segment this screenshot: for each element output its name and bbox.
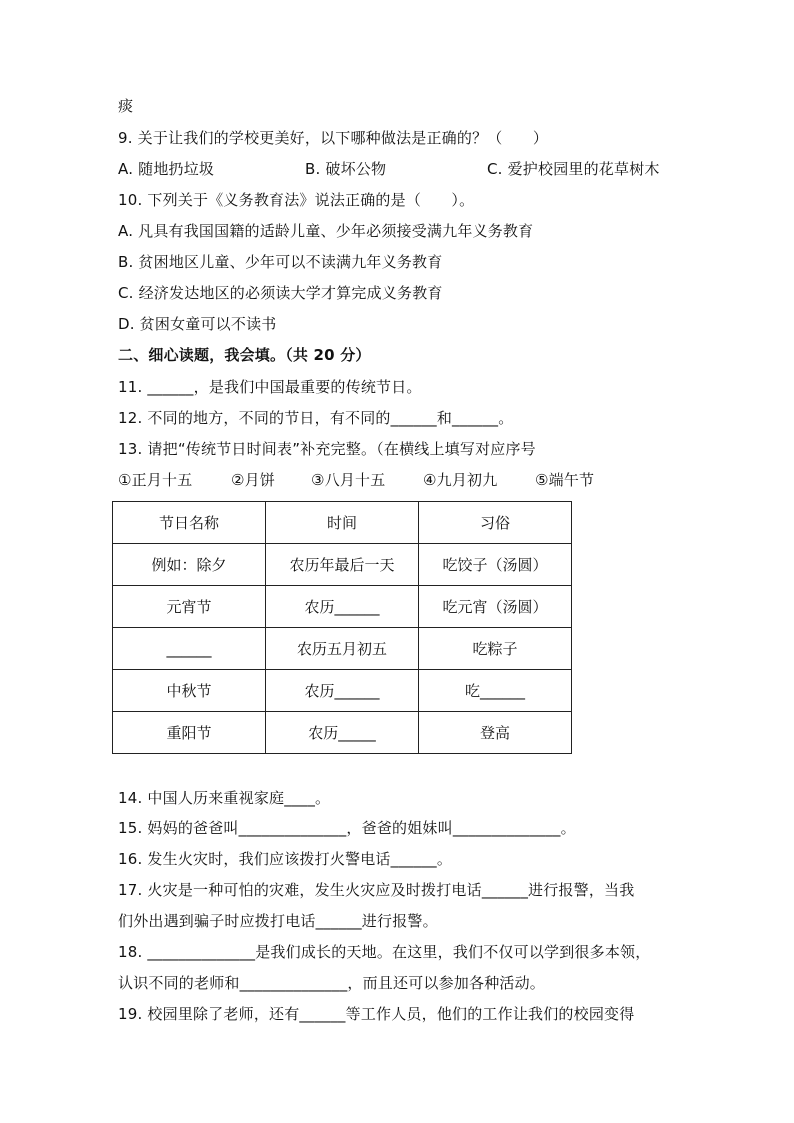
table-header: 时间: [266, 502, 419, 544]
question-9-option-b: B. 破坏公物: [305, 160, 387, 178]
question-9-options: [118, 159, 660, 179]
table-cell: 重阳节: [113, 712, 266, 754]
table-header: 习俗: [419, 502, 572, 544]
table-row: [113, 712, 572, 754]
table-header-row: [113, 502, 572, 544]
question-9: 9. 关于让我们的学校更美好，以下哪种做法是正确的？（ ）: [118, 129, 549, 147]
question-13-option-1: ①正月十五: [118, 471, 193, 489]
question-13-option-4: ④九月初九: [423, 471, 498, 489]
question-16: 16. 发生火灾时，我们应该拨打火警电话______。: [118, 850, 453, 868]
question-10: 10. 下列关于《义务教育法》说法正确的是（ ）。: [118, 191, 475, 209]
question-17-line-2: 们外出遇到骗子时应拨打电话______进行报警。: [118, 912, 438, 930]
question-13-options: [118, 470, 594, 490]
continued-text: 痰: [118, 97, 134, 115]
table-header: 节日名称: [113, 502, 266, 544]
section-heading: 二、细心读题，我会填。（共 20 分）: [118, 346, 371, 364]
question-19: 19. 校园里除了老师，还有______等工作人员，他们的工作让我们的校园变得: [118, 1005, 635, 1023]
festival-table: [112, 501, 572, 754]
table-cell: 元宵节: [113, 586, 266, 628]
table-cell: 农历______: [266, 586, 419, 628]
table-cell: 农历______: [266, 670, 419, 712]
question-17-line-1: 17. 火灾是一种可怕的灾难，发生火灾应及时拨打电话______进行报警，当我: [118, 881, 635, 899]
table-row: [113, 586, 572, 628]
question-10-option-a: A. 凡具有我国国籍的适龄儿童、少年必须接受满九年义务教育: [118, 222, 534, 240]
table-cell: 吃粽子: [419, 628, 572, 670]
question-9-option-a: A. 随地扔垃圾: [118, 160, 215, 178]
question-10-option-c: C. 经济发达地区的必须读大学才算完成义务教育: [118, 284, 443, 302]
question-14: 14. 中国人历来重视家庭____。: [118, 789, 331, 807]
table-cell: 中秋节: [113, 670, 266, 712]
table-row: [113, 670, 572, 712]
question-15: 15. 妈妈的爸爸叫______________，爸爸的姐妹叫______________。: [118, 819, 576, 837]
table-cell: 吃饺子（汤圆）: [419, 544, 572, 586]
question-13-option-5: ⑤端午节: [535, 471, 595, 489]
table-cell: 农历五月初五: [266, 628, 419, 670]
question-11: 11. ______，是我们中国最重要的传统节日。: [118, 378, 422, 396]
question-12: 12. 不同的地方，不同的节日，有不同的______和______。: [118, 409, 514, 427]
table-row: [113, 544, 572, 586]
table-cell: ______: [113, 628, 266, 670]
table-cell: 农历_____: [266, 712, 419, 754]
table-cell: 登高: [419, 712, 572, 754]
table-cell: 吃元宵（汤圆）: [419, 586, 572, 628]
question-10-option-d: D. 贫困女童可以不读书: [118, 315, 277, 333]
question-10-option-b: B. 贫困地区儿童、少年可以不读满九年义务教育: [118, 253, 443, 271]
question-13: 13. 请把“传统节日时间表”补充完整。（在横线上填写对应序号: [118, 440, 536, 458]
table-cell: 吃______: [419, 670, 572, 712]
table-row: [113, 628, 572, 670]
question-9-option-c: C. 爱护校园里的花草树木: [487, 160, 660, 178]
question-13-option-2: ②月饼: [231, 471, 276, 489]
question-18-line-2: 认识不同的老师和______________，而且还可以参加各种活动。: [118, 974, 546, 992]
table-cell: 例如：除夕: [113, 544, 266, 586]
question-13-option-3: ③八月十五: [311, 471, 386, 489]
table-cell: 农历年最后一天: [266, 544, 419, 586]
question-18-line-1: 18. ______________是我们成长的天地。在这里，我们不仅可以学到很多本领，: [118, 943, 651, 961]
